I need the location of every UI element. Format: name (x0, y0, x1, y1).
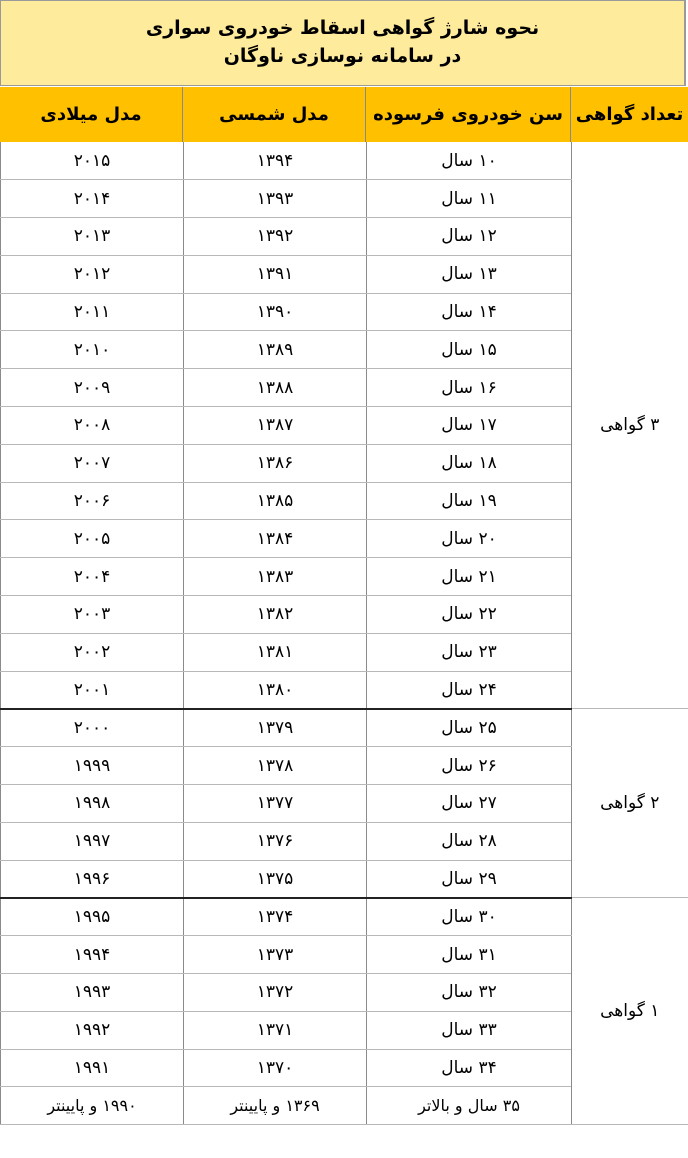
table-row (1, 142, 688, 180)
cell-shamsi-model: ۱۳۸۱ (184, 633, 367, 671)
cell-gregorian-model: ۱۹۹۹ (1, 747, 184, 785)
cell-vehicle-age: ۳۵ سال و بالاتر (367, 1087, 572, 1125)
certificate-table (0, 142, 688, 1125)
table-title (0, 0, 686, 86)
table-row (1, 709, 688, 747)
cell-gregorian-model: ۲۰۰۰ (1, 709, 184, 747)
table-row (1, 898, 688, 936)
cell-shamsi-model: ۱۳۹۲ (184, 218, 367, 256)
cell-shamsi-model: ۱۳۷۹ (184, 709, 367, 747)
cell-vehicle-age: ۲۳ سال (367, 633, 572, 671)
cell-shamsi-model: ۱۳۷۰ (184, 1049, 367, 1087)
cell-shamsi-model: ۱۳۹۱ (184, 255, 367, 293)
cell-vehicle-age: ۱۲ سال (367, 218, 572, 256)
cell-vehicle-age: ۱۷ سال (367, 407, 572, 445)
cell-vehicle-age: ۲۷ سال (367, 785, 572, 823)
cell-shamsi-model: ۱۳۷۵ (184, 860, 367, 898)
cell-shamsi-model: ۱۳۸۳ (184, 558, 367, 596)
cell-certificate-count: ۲ گواهی (572, 709, 688, 898)
title-line-1: نحوه شارژ گواهی اسقاط خودروی سواری (145, 17, 540, 39)
cell-certificate-count: ۳ گواهی (572, 142, 688, 709)
cell-shamsi-model: ۱۳۸۶ (184, 444, 367, 482)
cell-vehicle-age: ۲۱ سال (367, 558, 572, 596)
cell-gregorian-model: ۲۰۰۹ (1, 369, 184, 407)
cell-gregorian-model: ۱۹۹۱ (1, 1049, 184, 1087)
cell-vehicle-age: ۳۲ سال (367, 974, 572, 1012)
cell-vehicle-age: ۲۲ سال (367, 596, 572, 634)
cell-gregorian-model: ۲۰۰۲ (1, 633, 184, 671)
cell-gregorian-model: ۱۹۹۲ (1, 1011, 184, 1049)
table-header-row (0, 87, 688, 142)
cell-shamsi-model: ۱۳۸۵ (184, 482, 367, 520)
cell-vehicle-age: ۲۸ سال (367, 822, 572, 860)
cell-gregorian-model: ۲۰۰۸ (1, 407, 184, 445)
header-shamsi-model: مدل شمسی (183, 87, 366, 142)
cell-shamsi-model: ۱۳۸۹ (184, 331, 367, 369)
cell-shamsi-model: ۱۳۸۸ (184, 369, 367, 407)
cell-shamsi-model: ۱۳۷۴ (184, 898, 367, 936)
cell-vehicle-age: ۱۵ سال (367, 331, 572, 369)
cell-shamsi-model: ۱۳۸۰ (184, 671, 367, 709)
cell-gregorian-model: ۱۹۹۶ (1, 860, 184, 898)
title-line-2: در سامانه نوسازی ناوگان (223, 45, 462, 67)
cell-vehicle-age: ۱۹ سال (367, 482, 572, 520)
cell-vehicle-age: ۲۴ سال (367, 671, 572, 709)
cell-gregorian-model: ۱۹۹۴ (1, 936, 184, 974)
cell-gregorian-model: ۲۰۱۵ (1, 142, 184, 180)
cell-gregorian-model: ۲۰۰۵ (1, 520, 184, 558)
cell-gregorian-model: ۲۰۰۷ (1, 444, 184, 482)
cell-gregorian-model: ۱۹۹۰ و پایینتر (1, 1087, 184, 1125)
cell-vehicle-age: ۳۰ سال (367, 898, 572, 936)
cell-shamsi-model: ۱۳۶۹ و پایینتر (184, 1087, 367, 1125)
cell-gregorian-model: ۲۰۱۴ (1, 180, 184, 218)
cell-shamsi-model: ۱۳۸۴ (184, 520, 367, 558)
cell-shamsi-model: ۱۳۹۴ (184, 142, 367, 180)
cell-vehicle-age: ۱۴ سال (367, 293, 572, 331)
cell-gregorian-model: ۲۰۰۶ (1, 482, 184, 520)
cell-vehicle-age: ۱۳ سال (367, 255, 572, 293)
cell-gregorian-model: ۱۹۹۸ (1, 785, 184, 823)
header-vehicle-age: سن خودروی فرسوده (366, 87, 571, 142)
cell-shamsi-model: ۱۳۷۱ (184, 1011, 367, 1049)
cell-vehicle-age: ۲۰ سال (367, 520, 572, 558)
header-gregorian-model: مدل میلادی (0, 87, 183, 142)
cell-shamsi-model: ۱۳۷۸ (184, 747, 367, 785)
cell-vehicle-age: ۳۳ سال (367, 1011, 572, 1049)
cell-shamsi-model: ۱۳۹۳ (184, 180, 367, 218)
header-certificate-count: تعداد گواهی (575, 104, 684, 125)
cell-vehicle-age: ۲۹ سال (367, 860, 572, 898)
cell-gregorian-model: ۲۰۰۳ (1, 596, 184, 634)
cell-vehicle-age: ۱۰ سال (367, 142, 572, 180)
cell-gregorian-model: ۱۹۹۳ (1, 974, 184, 1012)
cell-gregorian-model: ۲۰۱۱ (1, 293, 184, 331)
cell-gregorian-model: ۲۰۰۴ (1, 558, 184, 596)
cell-gregorian-model: ۲۰۱۳ (1, 218, 184, 256)
cell-vehicle-age: ۲۵ سال (367, 709, 572, 747)
cell-certificate-count: ۱ گواهی (572, 898, 688, 1125)
cell-gregorian-model: ۱۹۹۵ (1, 898, 184, 936)
cell-gregorian-model: ۲۰۱۲ (1, 255, 184, 293)
cell-gregorian-model: ۲۰۱۰ (1, 331, 184, 369)
cell-gregorian-model: ۱۹۹۷ (1, 822, 184, 860)
cell-vehicle-age: ۱۱ سال (367, 180, 572, 218)
cell-gregorian-model: ۲۰۰۱ (1, 671, 184, 709)
cell-vehicle-age: ۱۶ سال (367, 369, 572, 407)
cell-vehicle-age: ۱۸ سال (367, 444, 572, 482)
cell-shamsi-model: ۱۳۷۶ (184, 822, 367, 860)
cell-vehicle-age: ۳۱ سال (367, 936, 572, 974)
cell-shamsi-model: ۱۳۸۷ (184, 407, 367, 445)
cell-shamsi-model: ۱۳۹۰ (184, 293, 367, 331)
cell-shamsi-model: ۱۳۷۷ (184, 785, 367, 823)
cell-shamsi-model: ۱۳۷۳ (184, 936, 367, 974)
cell-shamsi-model: ۱۳۷۲ (184, 974, 367, 1012)
cell-shamsi-model: ۱۳۸۲ (184, 596, 367, 634)
cell-vehicle-age: ۲۶ سال (367, 747, 572, 785)
cell-vehicle-age: ۳۴ سال (367, 1049, 572, 1087)
